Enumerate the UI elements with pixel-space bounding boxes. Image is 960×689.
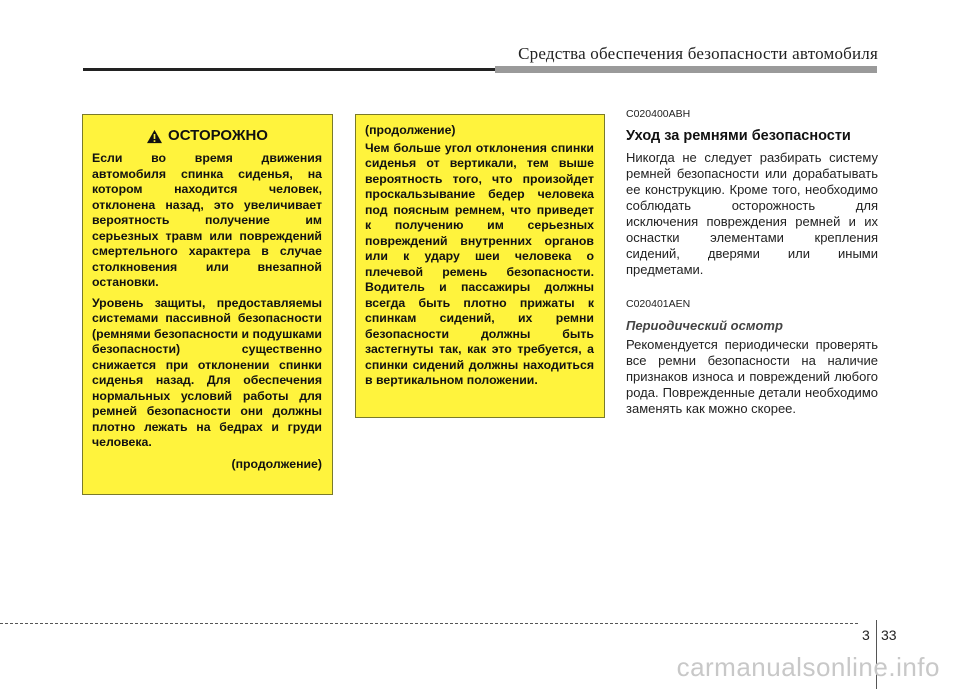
page-number: 33 [881,627,897,643]
section-title: Уход за ремнями безопасности [626,128,851,144]
header-rule-dark [83,68,495,71]
warning-paragraph: Уровень защиты, предоставляемы системами пассивной безопасности (ремнями безопасности и подушками безопасности) существенно снижается при отклонении спинки сиденья назад. Для обеспечения нормальных условий работы для ремней безопасности они должны плотно лежать на бедрах и груди человека. [92,295,322,449]
section-code: C020400ABH [626,108,691,120]
continued-warning-box [355,114,605,418]
warning-heading-text: ОСТОРОЖНО [168,127,268,144]
continued-heading: (продолжение) [365,123,456,137]
warning-continued-label: (продолжение) [231,456,322,471]
right-column [626,108,878,437]
section-body: Никогда не следует разбирать систему ремней безопасности или дорабатывать ее конструкцию. Кроме того, необходимо соблюдать осторожность для исключения повреждения ремней и их оснастки элементами крепления сидений, дверями или иными предметами. [626,150,878,277]
warning-heading [92,127,322,145]
chapter-number: 3 [862,627,870,643]
subsection-body: Рекомендуется периодически проверять все ремни безопасности на наличие признаков износа и повреждений любого рода. Поврежденные детали необходимо заменять как можно скорее. [626,337,878,416]
page-header-title: Средства обеспечения безопасности автомобиля [518,44,878,63]
header-rule-grey [495,66,877,73]
section-code: C020401AEN [626,298,691,310]
warning-paragraph: Если во время движения автомобиля спинка сиденья, на котором находится человек, отклонена назад, это увеличивает вероятность получение им серьезных травм или повреждений смертельного характера в случае столкновения или внезапной остановки. [92,151,322,289]
continued-paragraph: Чем больше угол отклонения спинки сиденья от вертикали, тем выше вероятность того, что произойдет проскальзывание бедер человека под поясным ремнем, что приведет к получению им серьезных повреждений внутренних органов или к удару шеи человека о плечевой ремень безопасности. Водитель и пассажиры должны всегда быть плотно прижаты к спинкам сидений, их ремни безопасности должны быть застегнуты так, как это требуется, а спинки сидений должны находиться в вертикальном положении. [365,140,594,387]
watermark: carmanualsonline.info [676,652,940,682]
footer-rule [0,623,858,624]
warning-triangle-icon [146,129,163,144]
subsection-title: Периодический осмотр [626,318,783,333]
warning-box [82,114,333,495]
